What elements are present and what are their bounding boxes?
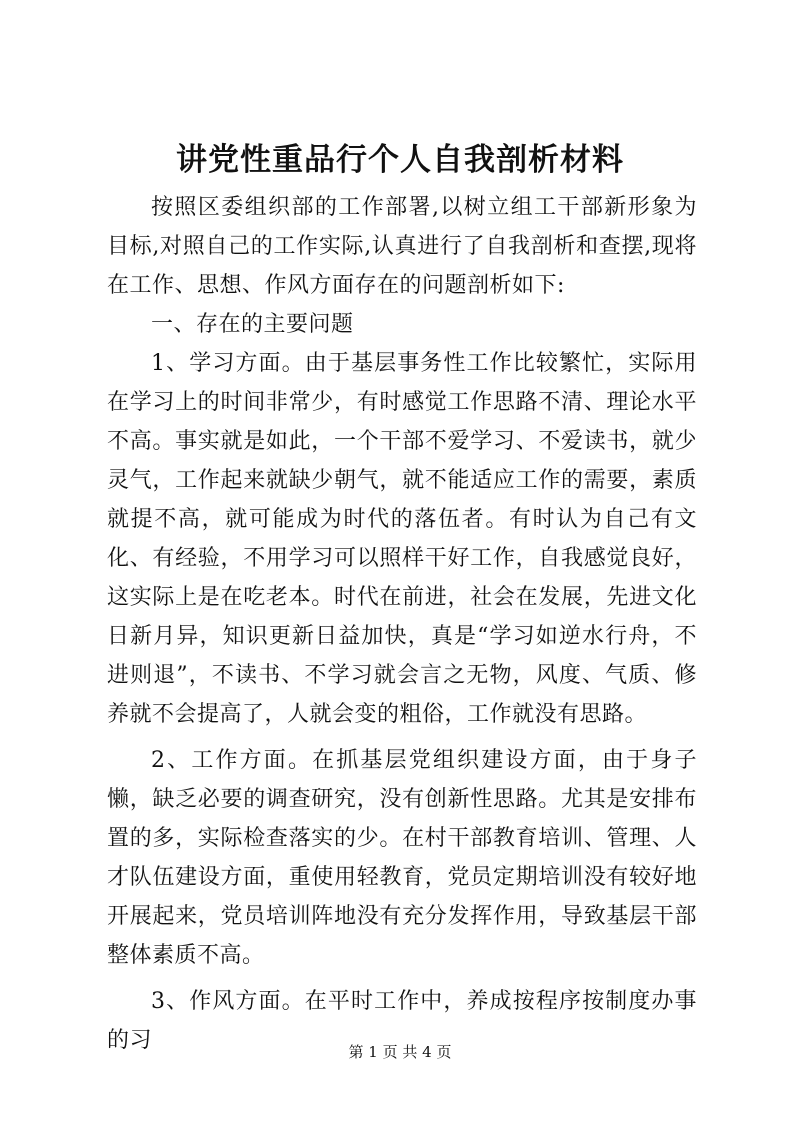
paragraph-style: 3、作风方面。在平时工作中，养成按程序按制度办事的习 [107,989,697,1053]
paragraph-work: 2、工作方面。在抓基层党组织建设方面，由于身子懒，缺乏必要的调查研究，没有创新性思路。尤其是安排布置的多，实际检查落实的少。在村干部教育培训、管理、人才队伍建设方面，重使用轻教育，党员定期培训没有较好地开展起来，党员培训阵地没有充分发挥作用，导致基层干部整体素质不高。 [107,748,697,968]
intro-paragraph: 按照区委组织部的工作部署,以树立组工干部新形象为目标,对照自己的工作实际,认真进行了自我剖析和查摆,现将在工作、思想、作风方面存在的问题剖析如下: [107,195,697,298]
document-title: 讲党性重品行个人自我剖析材料 [176,142,624,178]
page-number-footer: 第 1 页 共 4 页 [348,1043,452,1061]
paragraph-study: 1、学习方面。由于基层事务性工作比较繁忙，实际用在学习上的时间非常少，有时感觉工作思路不清、理论水平不高。事实就是如此，一个干部不爱学习、不爱读书，就少灵气，工作起来就缺少朝气，就不能适应工作的需要，素质就提不高，就可能成为时代的落伍者。有时认为自己有文化、有经验，不用学习可以照样干好工作，自我感觉良好，这实际上是在吃老本。时代在前进，社会在发展，先进文化日新月异，知识更新日益加快，真是“学习如逆水行舟，不进则退”，不读书、不学习就会言之无物，风度、气质、修养就不会提高了，人就会变的粗俗，工作就没有思路。 [107,351,697,727]
document-body [107,188,697,1060]
section-heading-main-problems: 一、存在的主要问题 [151,312,354,337]
